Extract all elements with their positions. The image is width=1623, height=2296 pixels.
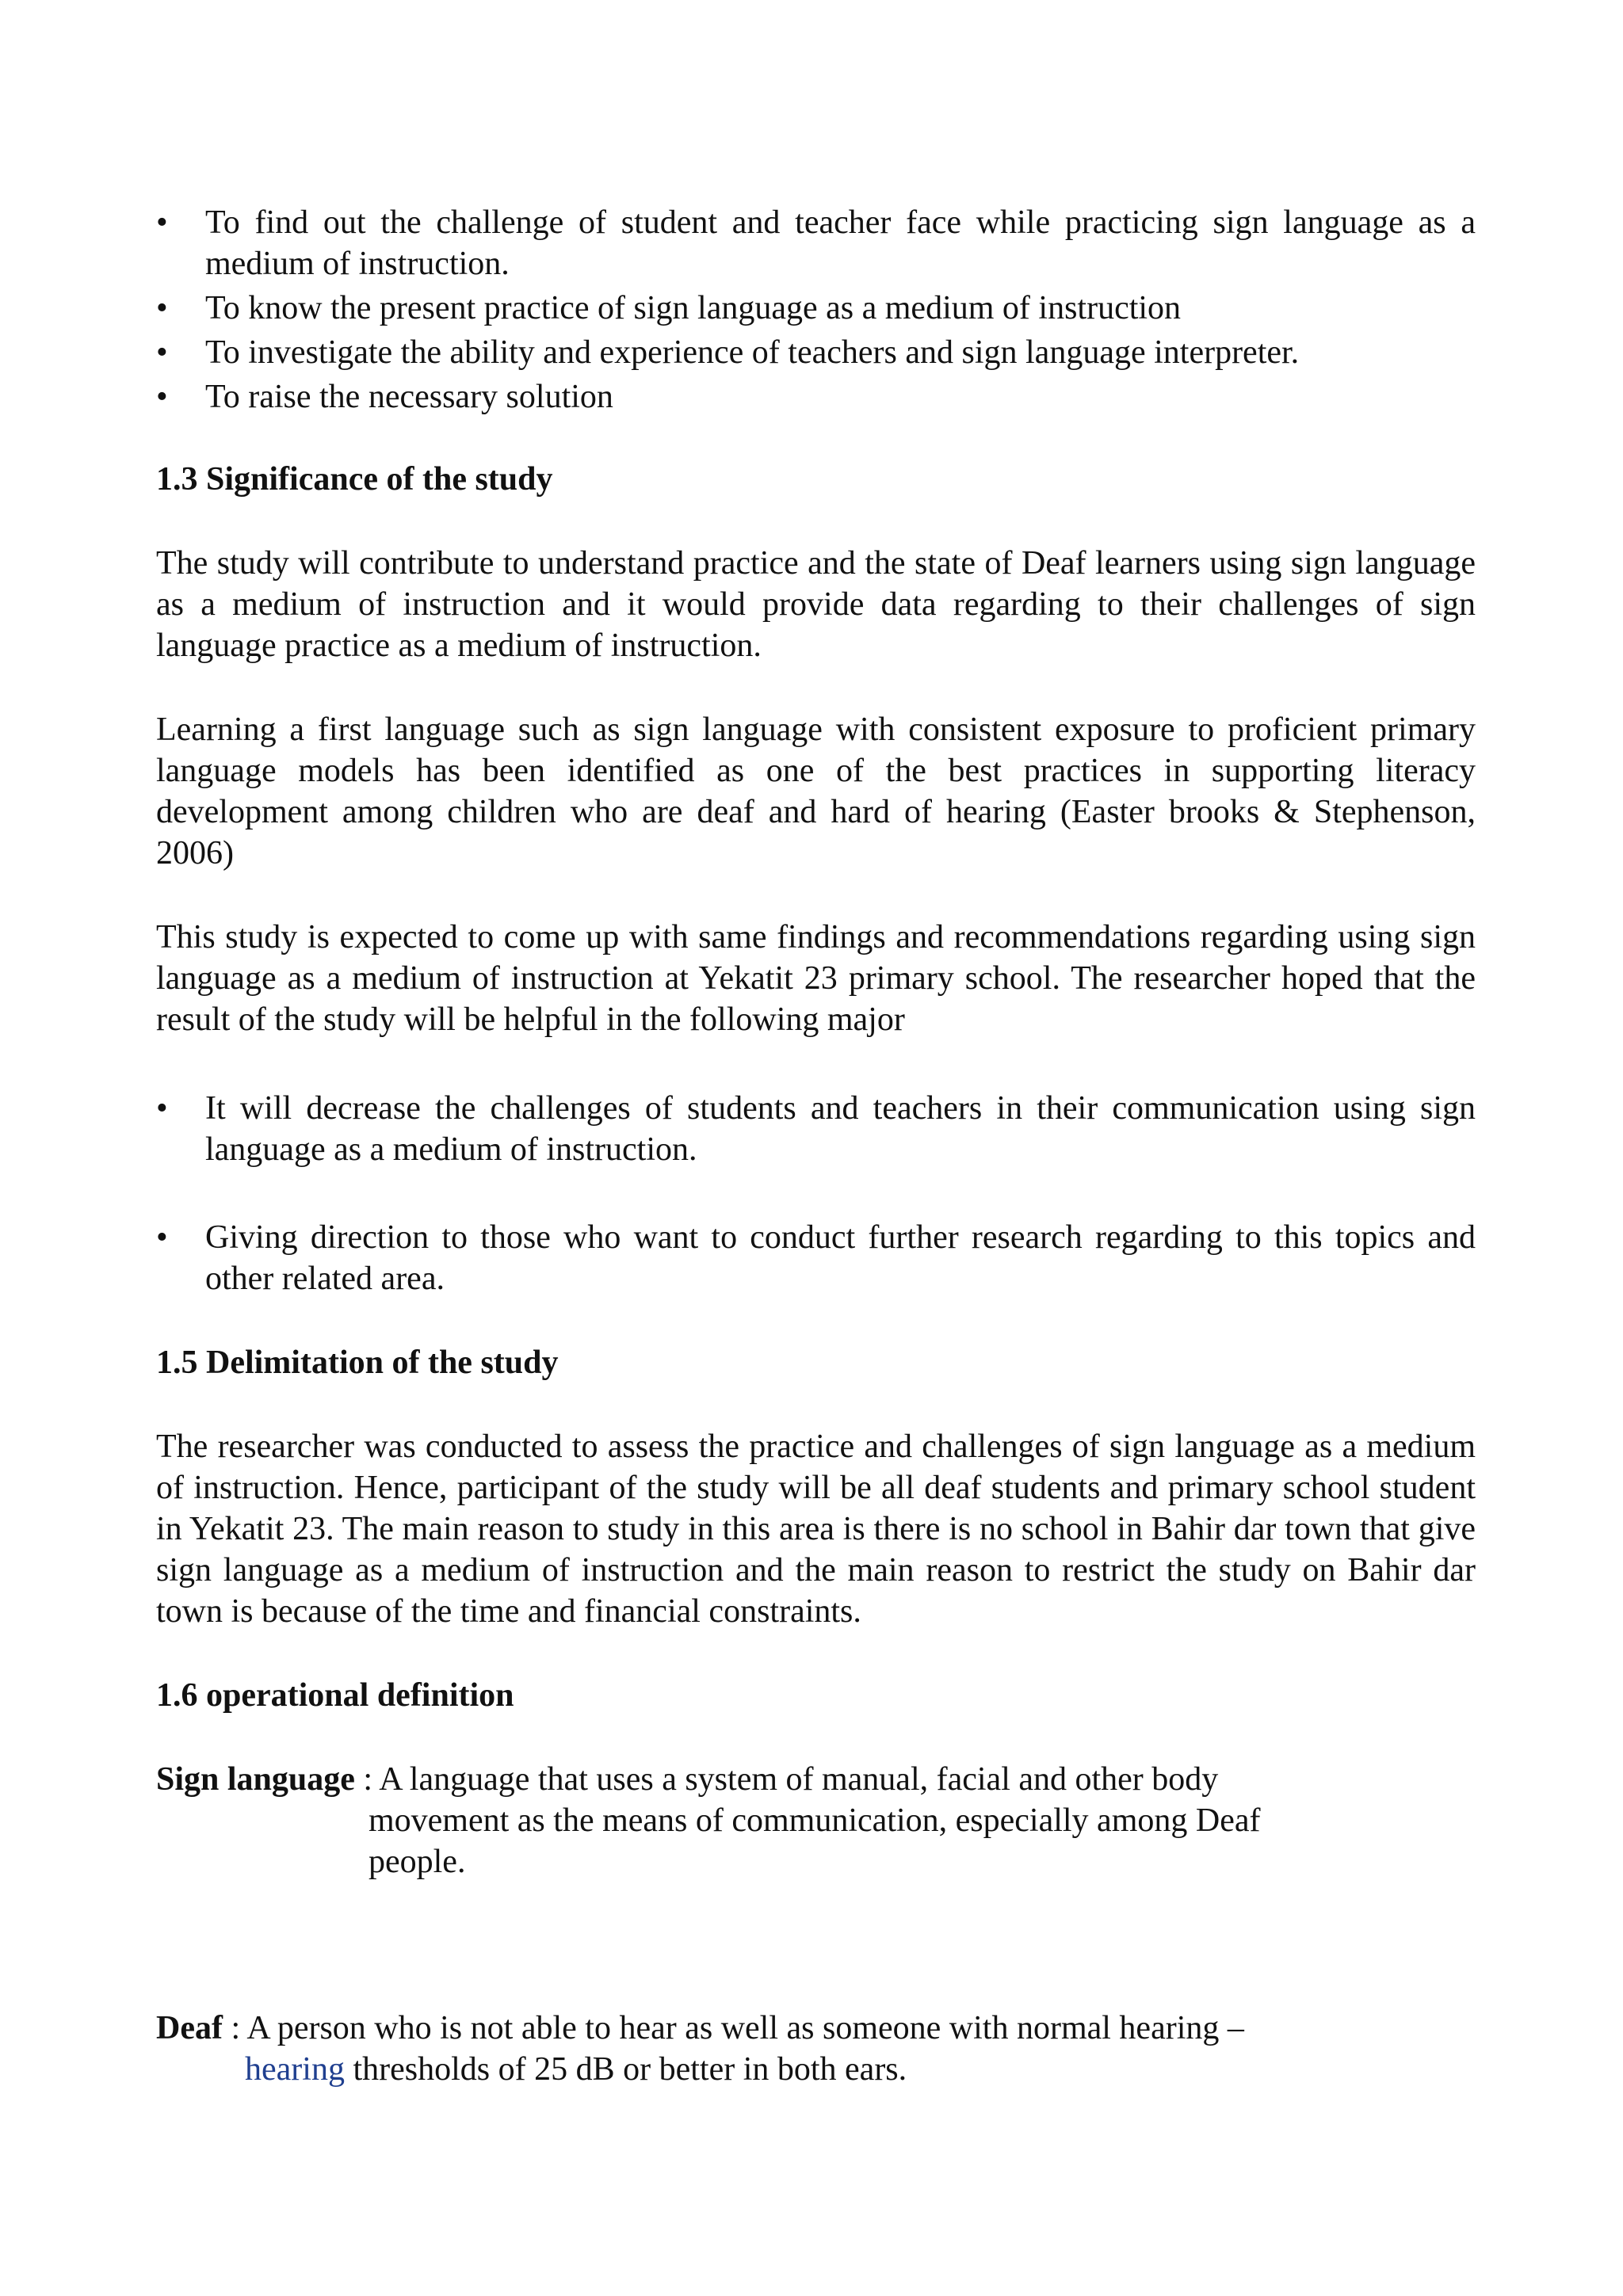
bullet-icon: • xyxy=(156,1090,168,1127)
objective-item: • To find out the challenge of student and teacher face while practicing sign language as a medium of instruction. xyxy=(156,202,1476,284)
bullet-icon: • xyxy=(156,204,168,241)
bullet-icon: • xyxy=(156,334,168,371)
benefits-list xyxy=(156,1088,1476,1299)
definition-term: Sign language xyxy=(156,1761,355,1798)
objective-item: • To raise the necessary solution xyxy=(156,376,1476,418)
operational-heading: 1.6 operational definition xyxy=(156,1677,514,1714)
significance-paragraph-1: The study will contribute to understand practice and the state of Deaf learners using sign language as a medium of instruction and it would provide data regarding to their challenges of sign language practice as a medium of instruction. xyxy=(156,545,1476,664)
delimitation-heading: 1.5 Delimitation of the study xyxy=(156,1344,559,1381)
significance-paragraph-3: This study is expected to come up with same findings and recommendations regarding using sign language as a medium of instruction at Yekatit 23 primary school. The researcher hoped that the result of the study will be helpful in the following major xyxy=(156,919,1476,1038)
significance-paragraph-2: Learning a first language such as sign language with consistent exposure to proficient primary language models has been identified as one of the best practices in supporting literacy development among children who are deaf and hard of hearing (Easter brooks & Stephenson, 2006) xyxy=(156,711,1476,871)
objective-item: • To investigate the ability and experience of teachers and sign language interpreter. xyxy=(156,332,1476,373)
objectives-list xyxy=(156,202,1476,418)
objective-item: • To know the present practice of sign language as a medium of instruction xyxy=(156,288,1476,329)
definition-deaf: Deaf : A person who is not able to hear as well as someone with normal hearing – hearing thresholds of 25 dB or better in both ears. xyxy=(156,2010,1244,2088)
benefit-item: • Giving direction to those who want to conduct further research regarding to this topics and other related area. xyxy=(156,1217,1476,1299)
significance-heading: 1.3 Significance of the study xyxy=(156,461,553,498)
bullet-icon: • xyxy=(156,290,168,326)
hearing-link[interactable]: hearing xyxy=(245,2051,345,2088)
benefit-item: • It will decrease the challenges of students and teachers in their communication using sign language as a medium of instruction. xyxy=(156,1088,1476,1170)
definition-term: Deaf xyxy=(156,2010,223,2046)
definition-sign-language: Sign language : A language that uses a system of manual, facial and other body movement as the means of communication, especially among Deaf people. xyxy=(156,1761,1261,1880)
document-page xyxy=(156,202,1476,2090)
delimitation-paragraph: The researcher was conducted to assess the practice and challenges of sign language as a medium of instruction. Hence, participant of the study will be all deaf students and primary school student in Yekatit 23. The main reason to study in this area is there is no school in Bahir dar town that give sign language as a medium of instruction and the main reason to restrict the study on Bahir dar town is because of the time and financial constraints. xyxy=(156,1428,1476,1630)
bullet-icon: • xyxy=(156,1219,168,1256)
bullet-icon: • xyxy=(156,379,168,415)
